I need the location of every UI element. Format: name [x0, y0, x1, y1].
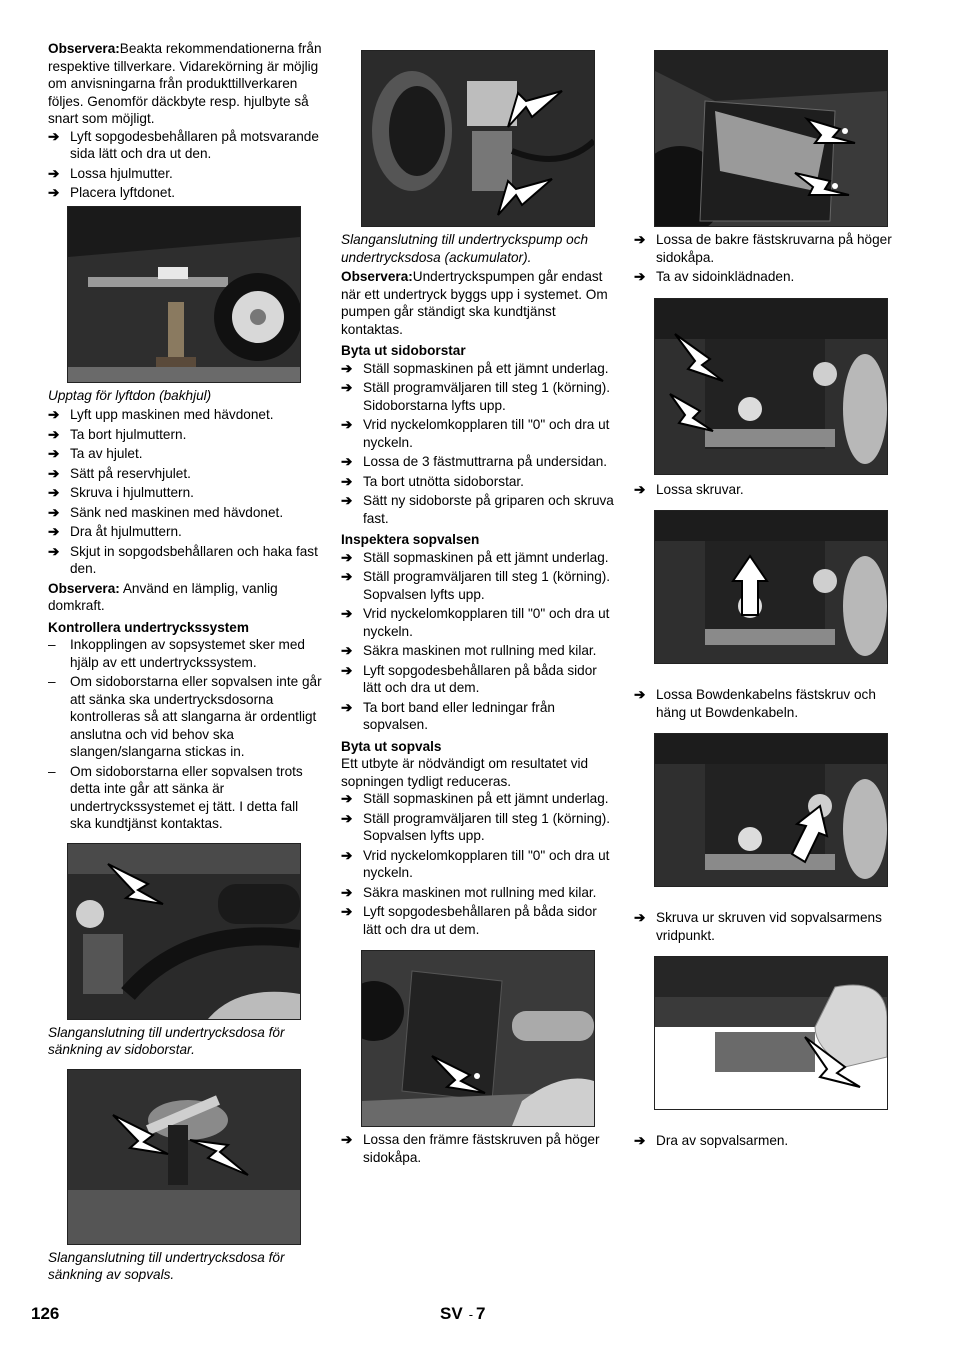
- step-list-pivot-screw: [634, 909, 909, 944]
- arrow-right-icon: ➔: [341, 791, 353, 806]
- step-list-loosen-screws: [634, 481, 909, 499]
- step-item: [341, 416, 616, 451]
- arrow-right-icon: ➔: [341, 380, 353, 395]
- arrow-right-icon: ➔: [48, 504, 60, 520]
- dash-text: Om sidoborstarna eller sopvalsen trots detta inte går att sänka är undertryckssystemet ej tätt. I detta fall ska kundtjänst kontaktas.: [70, 763, 303, 831]
- step-text: Lyft sopgodesbehållaren på båda sidor lätt och dra ut dem.: [363, 662, 597, 695]
- step-item: [341, 492, 616, 527]
- arrow-right-icon: ➔: [341, 493, 353, 508]
- figure-bowden-cable: [654, 510, 888, 664]
- step-text: Lyft upp maskinen med hävdonet.: [70, 407, 274, 422]
- step-item: [341, 699, 616, 734]
- step-text: Ställ programväljaren till steg 1 (körning). Sidoborstarna lyfts upp.: [363, 380, 611, 413]
- caption-lift-point: Upptag för lyftdon (bakhjul): [48, 387, 212, 403]
- step-list-rear-cover: [634, 231, 909, 286]
- step-item: [341, 884, 616, 902]
- step-item: [48, 426, 323, 444]
- step-text: Ställ sopmaskinen på ett jämnt underlag.: [363, 791, 609, 806]
- figure-roller-hose: [67, 1069, 301, 1245]
- arrow-right-icon: ➔: [48, 165, 60, 181]
- step-item: [634, 268, 909, 286]
- page-footer-label: [440, 1305, 486, 1324]
- arrow-right-icon: ➔: [341, 569, 353, 584]
- step-text: Sätt ny sidoborste på griparen och skruva fast.: [363, 493, 614, 526]
- figure-front-cover-screw: [361, 950, 595, 1127]
- step-item: [341, 847, 616, 882]
- step-text: Ställ programväljaren till steg 1 (körning). Sopvalsen lyfts upp.: [363, 810, 611, 843]
- dash-list: [48, 636, 323, 833]
- step-item: [341, 790, 616, 808]
- step-text: Säkra maskinen mot rullning med kilar.: [363, 643, 597, 658]
- note-1: Observera:Beakta rekommendationerna från respektive tillverkare. Vidarekörning är möjlig om anvisningarna från produkttillverkaren följes. Genomför däckbyte resp. hjulbyte så snart som möjligt.: [48, 41, 322, 126]
- arrow-right-icon: ➔: [341, 662, 353, 678]
- figure-lift-point: [67, 206, 301, 383]
- dash-text: Om sidoborstarna eller sopvalsen inte går att sänka ska undertrycksdosorna kontrolleras så att slangarna är ordentligt anslutna och vid behov ska slangen/slangarna stickas in.: [70, 674, 322, 759]
- figure-side-brush-hose: [67, 843, 301, 1020]
- dash-item: [48, 636, 323, 671]
- step-text: Placera lyftdonet.: [70, 185, 176, 200]
- step-text: Ta av sidoinklädnaden.: [656, 269, 795, 284]
- step-item: [634, 686, 909, 721]
- step-item: [48, 184, 323, 202]
- step-item: [48, 445, 323, 463]
- arrow-right-icon: ➔: [341, 473, 353, 489]
- arrow-right-icon: ➔: [634, 232, 646, 247]
- section-page-number: 7: [476, 1304, 486, 1323]
- step-item: [341, 642, 616, 660]
- step-text: Vrid nyckelomkopplaren till "0" och dra ut nyckeln.: [363, 847, 610, 880]
- step-item: [634, 231, 909, 266]
- step-text: Ställ sopmaskinen på ett jämnt underlag.: [363, 360, 609, 376]
- arrow-right-icon: ➔: [341, 549, 353, 565]
- figure-loosen-screws: [654, 298, 888, 475]
- step-item: [48, 165, 323, 183]
- step-text: Ställ sopmaskinen på ett jämnt underlag.: [363, 549, 609, 565]
- step-item: [48, 406, 323, 424]
- step-item: [48, 128, 323, 163]
- figure-vacuum-pump: [361, 50, 595, 227]
- step-text: Ta av hjulet.: [70, 446, 143, 461]
- note-2: Observera: Använd en lämplig, vanlig domkraft.: [48, 580, 278, 613]
- arrow-right-icon: ➔: [341, 643, 353, 658]
- heading-replace-roller: Byta ut sopvals: [341, 738, 442, 754]
- dash-text: Inkopplingen av sopsystemet sker med hjälp av ett undertryckssystem.: [70, 637, 305, 670]
- arrow-right-icon: ➔: [48, 426, 60, 442]
- language-code: SV: [440, 1304, 463, 1323]
- step-item: [634, 481, 909, 499]
- step-list-1: [48, 128, 323, 202]
- step-text: Sätt på reservhjulet.: [70, 465, 191, 481]
- heading-replace-side-brushes: Byta ut sidoborstar: [341, 343, 466, 358]
- arrow-right-icon: ➔: [48, 465, 60, 481]
- step-list-roller-arm: [634, 1132, 909, 1150]
- step-list-inspect-roller: [341, 549, 616, 734]
- arrow-right-icon: ➔: [341, 606, 353, 621]
- arrow-right-icon: ➔: [48, 524, 60, 539]
- step-list-bowden: [634, 686, 909, 721]
- step-text: Ta bort utnötta sidoborstar.: [363, 473, 524, 489]
- step-item: [634, 909, 909, 944]
- dash-bullet: –: [48, 637, 56, 652]
- step-list-front-cover: [341, 1131, 616, 1166]
- step-text: Lossa hjulmutter.: [70, 165, 173, 181]
- step-item: [341, 605, 616, 640]
- step-item: [341, 360, 616, 378]
- note-pump: Observera:Undertryckspumpen går endast när ett undertryck byggs upp i systemet. Om pumpen går ständigt ska kundtjänst kontaktas.: [341, 269, 608, 337]
- step-text: Ta bort band eller ledningar från sopvalsen.: [363, 699, 555, 732]
- step-item: [341, 453, 616, 471]
- figure-rear-cover-screws: [654, 50, 888, 227]
- step-item: [48, 543, 323, 578]
- step-item: [341, 549, 616, 567]
- step-item: [341, 903, 616, 938]
- heading-vacuum-system: Kontrollera undertryckssystem: [48, 619, 249, 635]
- para-replace-roller: Ett utbyte är nödvändigt om resultatet vid sopningen tydligt reduceras.: [341, 756, 589, 789]
- step-item: [341, 568, 616, 603]
- arrow-right-icon: ➔: [634, 481, 646, 497]
- step-item: [341, 1131, 616, 1166]
- arrow-right-icon: ➔: [341, 810, 353, 826]
- arrow-right-icon: ➔: [341, 454, 353, 469]
- dash-item: [48, 673, 323, 761]
- step-text: Skruva i hjulmuttern.: [70, 485, 194, 500]
- figure-pivot-screw: [654, 733, 888, 887]
- arrow-right-icon: ➔: [634, 910, 646, 925]
- step-item: [634, 1132, 909, 1150]
- arrow-right-icon: ➔: [341, 904, 353, 919]
- arrow-right-icon: ➔: [48, 185, 60, 200]
- caption-vacuum-pump: Slanganslutning till undertryckspump och undertrycksdosa (ackumulator).: [341, 232, 589, 265]
- caption-roller-hose: Slanganslutning till undertrycksdosa för sänkning av sopvals.: [48, 1249, 285, 1282]
- step-text: Vrid nyckelomkopplaren till "0" och dra ut nyckeln.: [363, 417, 610, 450]
- arrow-right-icon: ➔: [48, 485, 60, 500]
- step-item: [341, 662, 616, 697]
- column-3: [634, 40, 909, 1152]
- step-item: [48, 523, 323, 541]
- step-list-side-brushes: [341, 360, 616, 528]
- arrow-right-icon: ➔: [634, 687, 646, 702]
- arrow-right-icon: ➔: [634, 1133, 646, 1148]
- figure-roller-arm: [654, 956, 888, 1110]
- dash-item: [48, 763, 323, 833]
- step-text: Lyft sopgodesbehållaren på motsvarande sida lätt och dra ut den.: [70, 128, 319, 161]
- step-text: Vrid nyckelomkopplaren till "0" och dra ut nyckeln.: [363, 606, 610, 639]
- page-number: 126: [31, 1304, 60, 1323]
- step-text: Lossa de 3 fästmuttrarna på undersidan.: [363, 454, 608, 469]
- column-2: [341, 40, 616, 1168]
- arrow-right-icon: ➔: [341, 1132, 353, 1147]
- arrow-right-icon: ➔: [341, 847, 353, 863]
- arrow-right-icon: ➔: [341, 884, 353, 900]
- arrow-right-icon: ➔: [341, 360, 353, 376]
- step-text: Skruva ur skruven vid sopvalsarmens vridpunkt.: [656, 910, 882, 943]
- arrow-right-icon: ➔: [48, 543, 60, 559]
- arrow-right-icon: ➔: [634, 269, 646, 284]
- step-text: Ta bort hjulmuttern.: [70, 426, 187, 442]
- step-item: [341, 810, 616, 845]
- step-text: Lossa Bowdenkabelns fästskruv och häng ut Bowdenkabeln.: [656, 687, 876, 720]
- step-text: Dra åt hjulmuttern.: [70, 524, 182, 539]
- step-item: [48, 465, 323, 483]
- arrow-right-icon: ➔: [48, 128, 60, 144]
- heading-inspect-roller: Inspektera sopvalsen: [341, 532, 480, 547]
- step-text: Lossa skruvar.: [656, 481, 744, 497]
- step-text: Lossa den främre fästskruven på höger sidokåpa.: [363, 1132, 600, 1165]
- step-item: [48, 484, 323, 502]
- step-text: Säkra maskinen mot rullning med kilar.: [363, 884, 597, 900]
- dash-bullet: –: [48, 674, 56, 689]
- step-text: Ställ programväljaren till steg 1 (körning). Sopvalsen lyfts upp.: [363, 569, 611, 602]
- step-list-replace-roller: [341, 790, 616, 938]
- step-text: Dra av sopvalsarmen.: [656, 1133, 789, 1148]
- step-item: [341, 473, 616, 491]
- step-item: [341, 379, 616, 414]
- column-1: [48, 40, 323, 1286]
- step-item: [48, 504, 323, 522]
- caption-side-brush-hose: Slanganslutning till undertrycksdosa för sänkning av sidoborstar.: [48, 1024, 285, 1057]
- arrow-right-icon: ➔: [341, 417, 353, 432]
- arrow-right-icon: ➔: [48, 446, 60, 461]
- step-text: Lossa de bakre fästskruvarna på höger sidokåpa.: [656, 232, 892, 265]
- footer-separator: -: [468, 1307, 474, 1322]
- step-list-2: [48, 406, 323, 578]
- step-text: Skjut in sopgodsbehållaren och haka fast den.: [70, 543, 318, 576]
- dash-bullet: –: [48, 763, 56, 779]
- arrow-right-icon: ➔: [48, 407, 60, 422]
- step-text: Lyft sopgodesbehållaren på båda sidor lätt och dra ut dem.: [363, 904, 597, 937]
- arrow-right-icon: ➔: [341, 699, 353, 715]
- step-text: Sänk ned maskinen med hävdonet.: [70, 504, 284, 520]
